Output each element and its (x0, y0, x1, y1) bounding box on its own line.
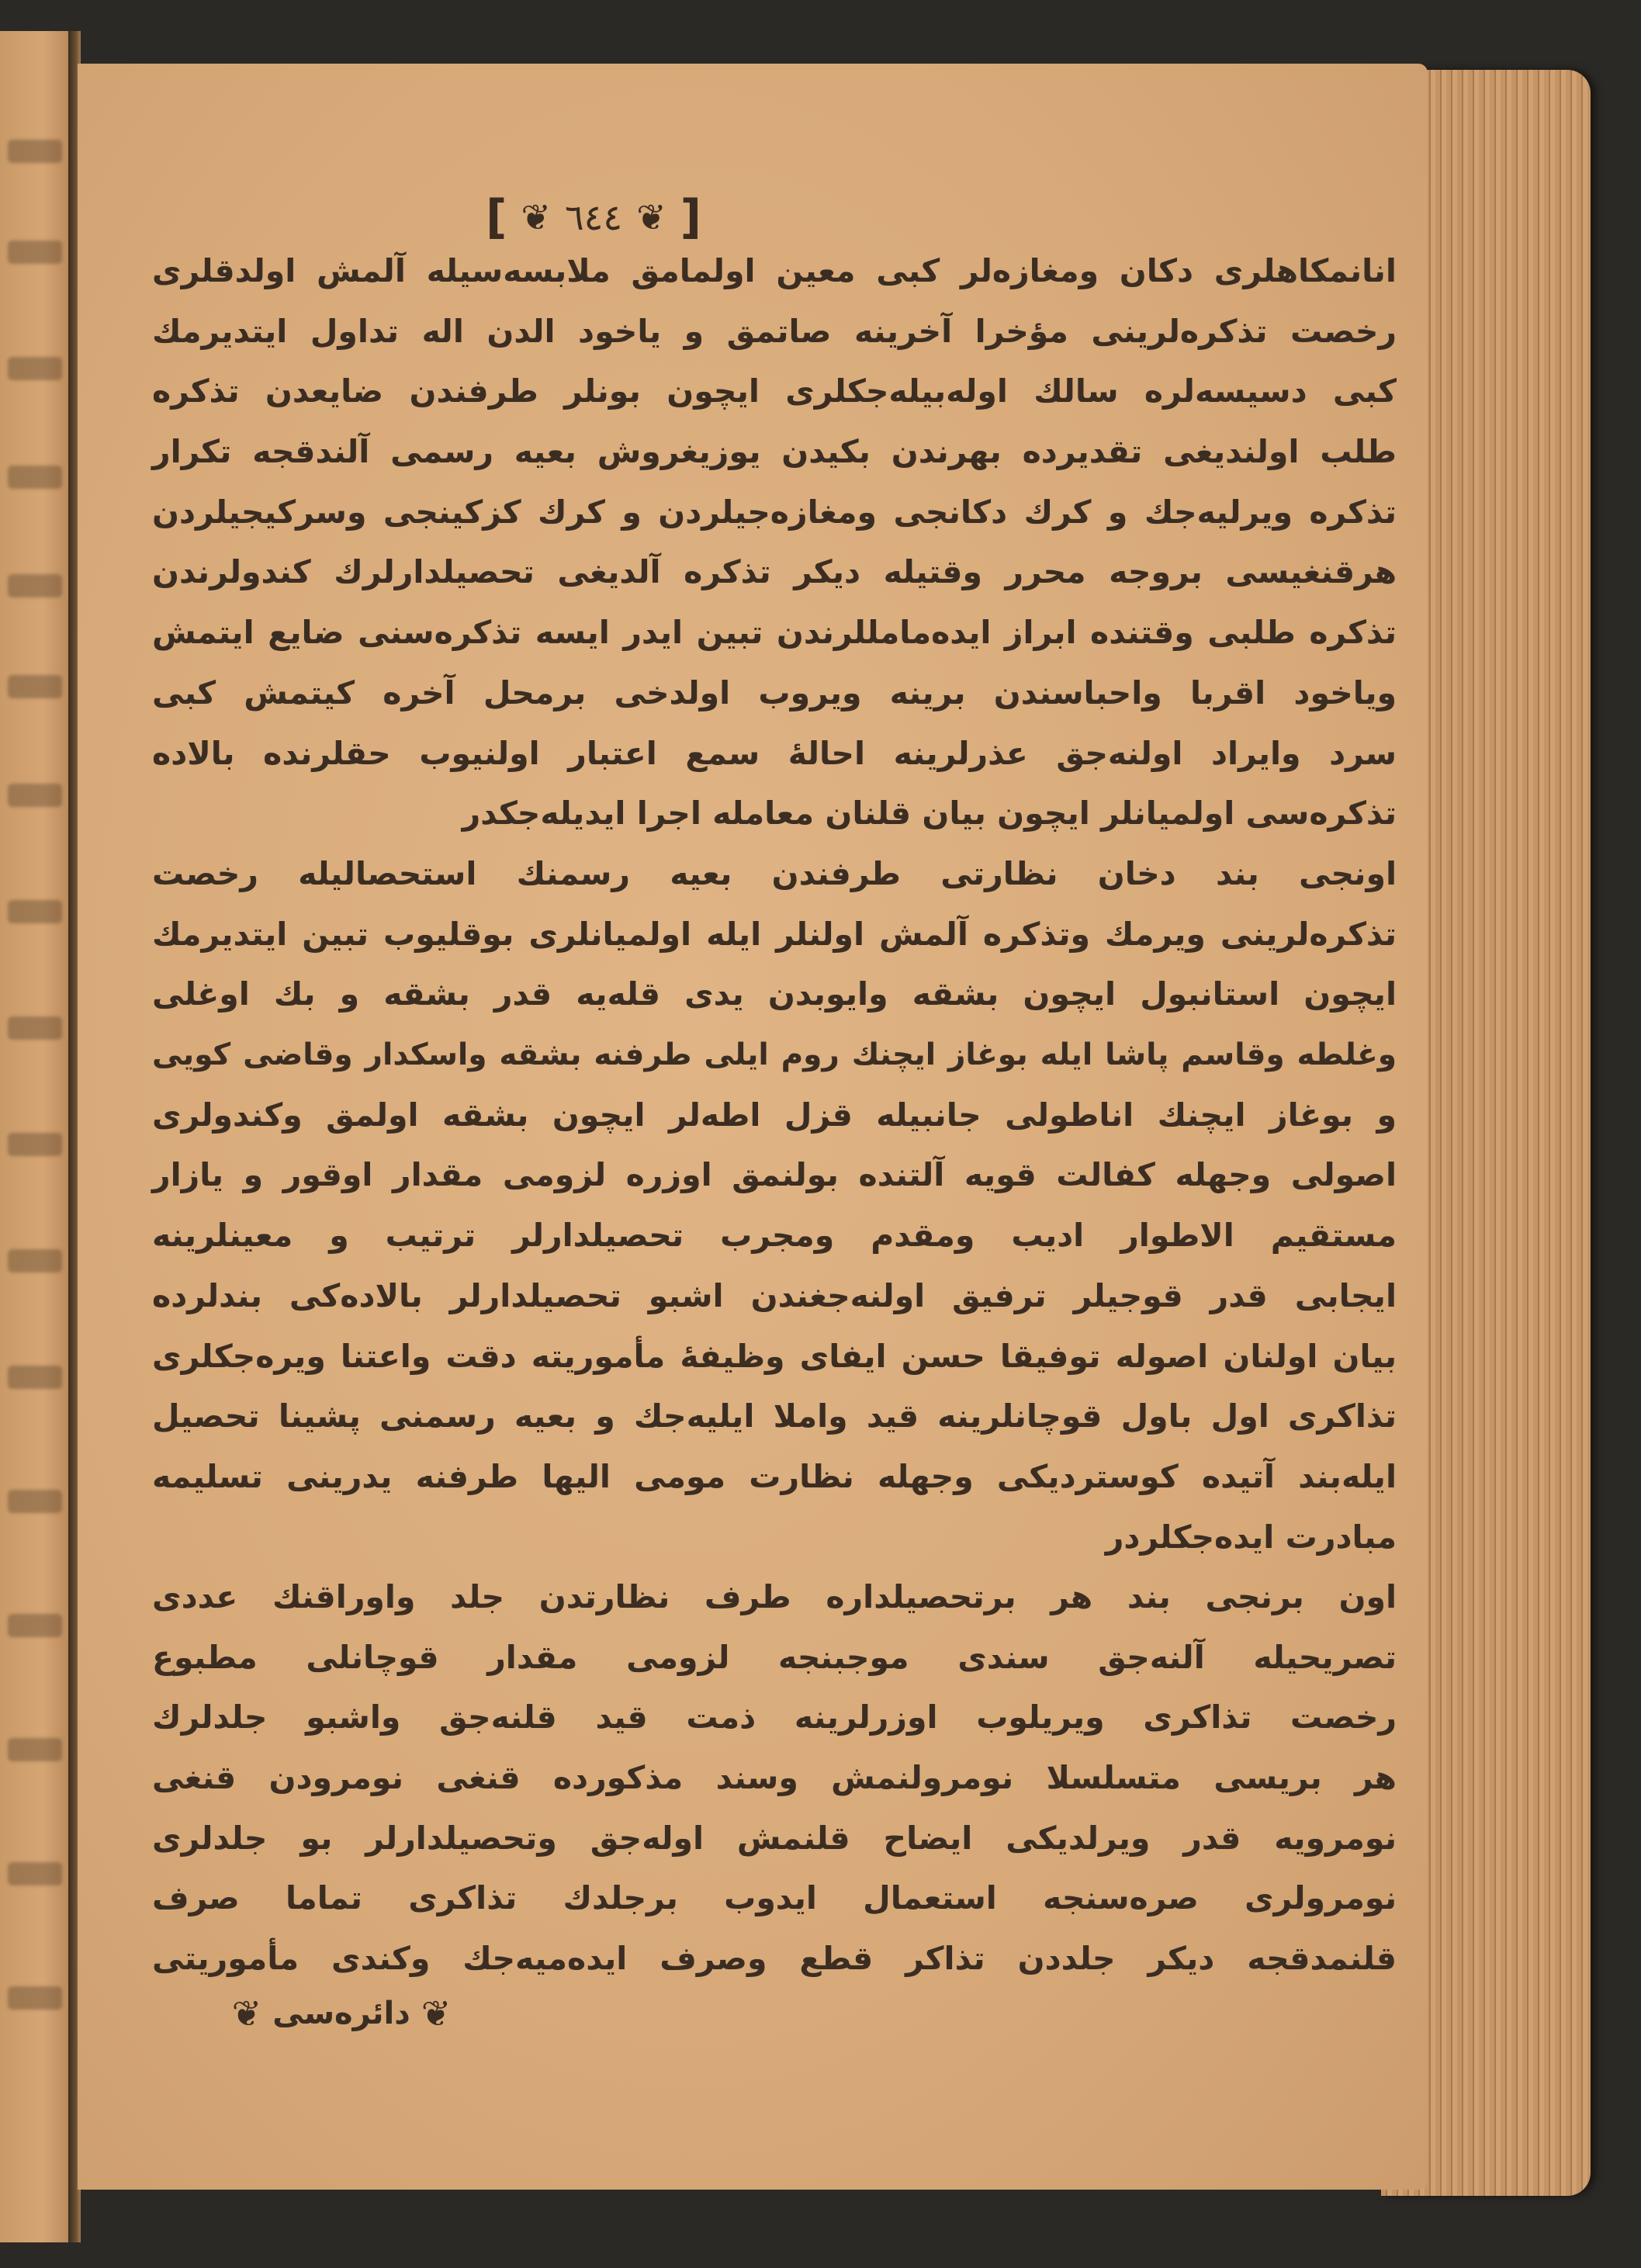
facing-page-text-fragment (8, 1986, 62, 2010)
text-line: کبی دسیسه‌لره سالك اوله‌بیله‌جکلری ایچون بونلر طرفندن ضایعدن تذکره (152, 372, 1397, 410)
text-line: وغلطه وقاسم پاشا ایله بوغاز ایچنك روم ایلی طرفنه بشقه واسکدار وقاضی کویی (152, 1037, 1397, 1073)
text-line: تصریحیله آلنه‌جق سندی موجبنجه لزومی مقدار قوچانلی مطبوع (152, 1638, 1397, 1676)
text-line: رخصت تذاکری ویریلوب اوزرلرینه ذمت قید قلنه‌جق واشبو جلدلرك (152, 1698, 1397, 1736)
facing-page-edge (0, 31, 71, 2242)
facing-page-text-fragment (8, 1366, 62, 1389)
facing-page-text-fragment (8, 675, 62, 698)
text-line: مبادرت ایده‌جکلردر (1105, 1518, 1397, 1556)
facing-page-text-fragment (8, 1133, 62, 1156)
facing-page-text-fragment (8, 1738, 62, 1761)
facing-page-text-fragment (8, 1016, 62, 1040)
text-line: سرد وایراد اولنه‌جق عذرلرینه احالهٔ سمع اعتبار اولنیوب حقلرنده بالاده (152, 734, 1397, 772)
page-header (485, 190, 702, 244)
ornament-icon: ❦ (636, 196, 666, 238)
page-number: ٦٤٤ (564, 196, 623, 238)
text-line: تذکره ویرلیه‌جك و کرك دکانجی ومغازه‌جیلردن و کرك کزکینجی وسرکیجیلردن (152, 493, 1397, 531)
text-line: اصولی وجهله کفالت قویه آلتنده بولنمق اوزره لزومی مقدار اوقور و یازار (152, 1156, 1397, 1194)
facing-page-text-fragment (8, 1862, 62, 1885)
text-line: ویاخود اقربا واحباسندن برینه ویروب اولدخی برمحل آخره کیتمش کبی (152, 673, 1397, 712)
facing-page-text-fragment (8, 241, 62, 264)
text-line: طلب اولندیغی تقدیرده بهرندن بکیدن یوزیغروش بعیه رسمی آلندقجه تکرار (152, 433, 1397, 471)
text-line: نومرویه قدر ویرلدیکی ایضاح قلنمش اوله‌جق وتحصیلدارلر بو جلدلری (152, 1819, 1397, 1857)
text-line: تذکره‌سی اولمیانلر ایچون بیان قلنان معامله اجرا ایدیله‌جکدر (462, 795, 1397, 833)
paragraph-3 (152, 1567, 1397, 1989)
text-line: انانمکاهلری دکان ومغازه‌لر کبی معین اولمامق ملابسه‌سیله آلمش اولدقلری (152, 252, 1397, 289)
ornament-icon: ❦ (521, 196, 551, 238)
facing-page-text-fragment (8, 1249, 62, 1273)
text-line: تذکره‌لرینی ویرمك وتذکره آلمش اولنلر ایله اولمیانلری بوقلیوب تبین ایتدیرمك (152, 915, 1397, 953)
text-line: رخصت تذکره‌لرینی مؤخرا آخرینه صاتمق و یاخود الدن اله تداول ایتدیرمك (152, 312, 1397, 350)
text-line: اونجی بند دخان نظارتی طرفندن بعیه رسمنك استحصالیله رخصت (152, 855, 1397, 892)
facing-page-text-fragment (8, 574, 62, 597)
facing-page-text-fragment (8, 900, 62, 923)
text-line: ایجابی قدر قوجیلر ترفیق اولنه‌جغندن اشبو تحصیلدارلر بالاده‌کی بندلرده (152, 1276, 1397, 1314)
text-line: و بوغاز ایچنك اناطولی جانبیله قزل اطه‌لر ایچون بشقه اولمق وکندولری (152, 1096, 1397, 1134)
text-line: ایله‌بند آتیده کوستردیکی وجهله نظارت مومی الیها طرفنه یدرینی تسلیمه (152, 1457, 1397, 1495)
text-line: اون برنجی بند هر برتحصیلداره طرف نظارتدن جلد واوراقنك عددی (152, 1578, 1397, 1615)
text-line: قلنمدقجه دیکر جلددن تذاکر قطع وصرف ایده‌میه‌جك وکندی مأموریتی (152, 1940, 1397, 1978)
paragraph-1 (152, 241, 1397, 844)
text-line: هرقنغیسی بروجه محرر وقتیله دیکر تذکره آلدیغی تحصیلدارلرك کندولرندن (152, 553, 1397, 591)
paragraph-2 (152, 844, 1397, 1567)
facing-page-text-fragment (8, 140, 62, 163)
facing-page-text-fragment (8, 466, 62, 489)
bracket-left: [ (485, 190, 507, 244)
text-line: مستقیم الاطوار ادیب ومقدم ومجرب تحصیلدارلر ترتیب و معینلرینه (152, 1217, 1397, 1255)
facing-page-text-fragment (8, 357, 62, 380)
text-line: نومرولری صره‌سنجه استعمال ایدوب برجلدك تذاکری تماما صرف (152, 1879, 1397, 1917)
text-line: ایچون استانبول ایچون بشقه وایوبدن یدی قله‌یه قدر بشقه و بك اوغلی (152, 975, 1397, 1013)
facing-page-text-fragment (8, 1490, 62, 1513)
facing-page-text-fragment (8, 1614, 62, 1637)
ornament-icon: ❦ (421, 1993, 452, 2034)
text-line: بیان اولنان اصوله توفیقا حسن ایفای وظیفهٔ مأموریته دقت واعتنا ویره‌جکلری (152, 1337, 1397, 1375)
ornament-icon: ❦ (231, 1993, 262, 2034)
catchword-text: دائره‌سی (272, 1996, 410, 2031)
catchword (233, 1986, 450, 2041)
text-line: تذکره طلبی وقتنده ابراز ایده‌مامللرندن تبین ایدر ایسه تذکره‌سنی ضایع ایتمش (152, 614, 1397, 652)
text-line: هر بریسی متسلسلا نومرولنمش وسند مذکورده قنغی نومرودن قنغی (152, 1759, 1397, 1797)
facing-page-text-fragment (8, 784, 62, 807)
text-line: تذاکری اول باول قوچانلرینه قید واملا ایلیه‌جك و بعیه رسمنی پشینا تحصیل (152, 1397, 1397, 1435)
bracket-right: ] (680, 190, 702, 244)
